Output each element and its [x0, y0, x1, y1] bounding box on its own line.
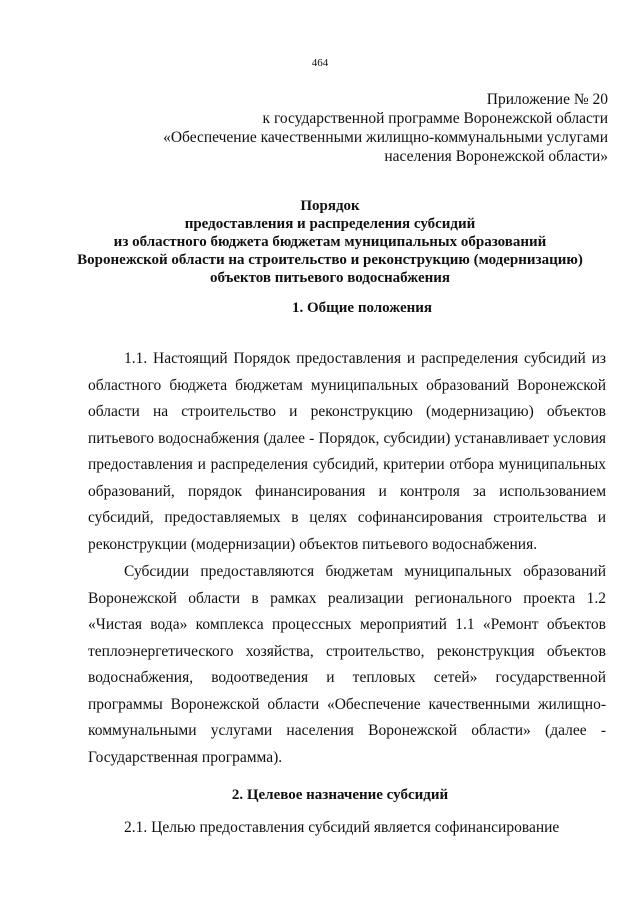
appendix-line: населения Воронежской области»: [384, 148, 608, 165]
title-line: объектов питьевого водоснабжения: [209, 270, 451, 286]
paragraph-text: 1.1. Настоящий Порядок предоставления и распределения субсидий из областного бюджета бюджетам муниципальных образований Воронежской области на строительство и реконструкцию (модернизацию) объектов питьевого водоснабжения (далее - Порядок, субсидии) устанавливает условия предоставления и распределения субсидий, критерии отбора муниципальных образований, порядок финансирования и контроля за использованием субсидий, предоставляемых в целях софинансирования строительства и реконструкции (модернизации) объектов питьевого водоснабжения.: [88, 350, 606, 553]
paragraph-1-1: [88, 346, 606, 558]
title-line: из областного бюджета бюджетам муниципальных образований: [113, 234, 547, 250]
appendix-line: к государственной программе Воронежской области: [262, 110, 608, 127]
paragraph-text: Субсидии предоставляются бюджетам муниципальных образований Воронежской области в рамках реализации регионального проекта 1.2 «Чистая вода» комплекса процессных мероприятий 1.1 «Ремонт объектов теплоэнергетического хозяйства, строительство, реконструкция объектов водоснабжения, водоотведения и тепловых сетей» государственной программы Воронежской области «Обеспечение качественными жилищно-коммунальными услугами населения Воронежской области» (далее - Государственная программа).: [88, 563, 606, 766]
appendix-line: Приложение № 20: [486, 91, 608, 108]
section-heading-general: 1. Общие положения: [291, 300, 433, 316]
paragraph-2-1: [88, 815, 606, 842]
page-number: 464: [311, 57, 329, 69]
title-line: предоставления и распределения субсидий: [184, 216, 476, 232]
title-line: Воронежской области на строительство и реконструкцию (модернизацию): [77, 252, 583, 268]
section-heading-purpose: 2. Целевое назначение субсидий: [231, 787, 449, 803]
paragraph-subsidies: [88, 559, 606, 771]
appendix-header: [148, 90, 608, 166]
appendix-line: «Обеспечение качественными жилищно-коммунальными услугами: [163, 129, 608, 146]
document-title: [70, 197, 590, 287]
paragraph-text: 2.1. Целью предоставления субсидий является софинансирование: [124, 819, 560, 836]
title-line: Порядок: [300, 198, 360, 214]
